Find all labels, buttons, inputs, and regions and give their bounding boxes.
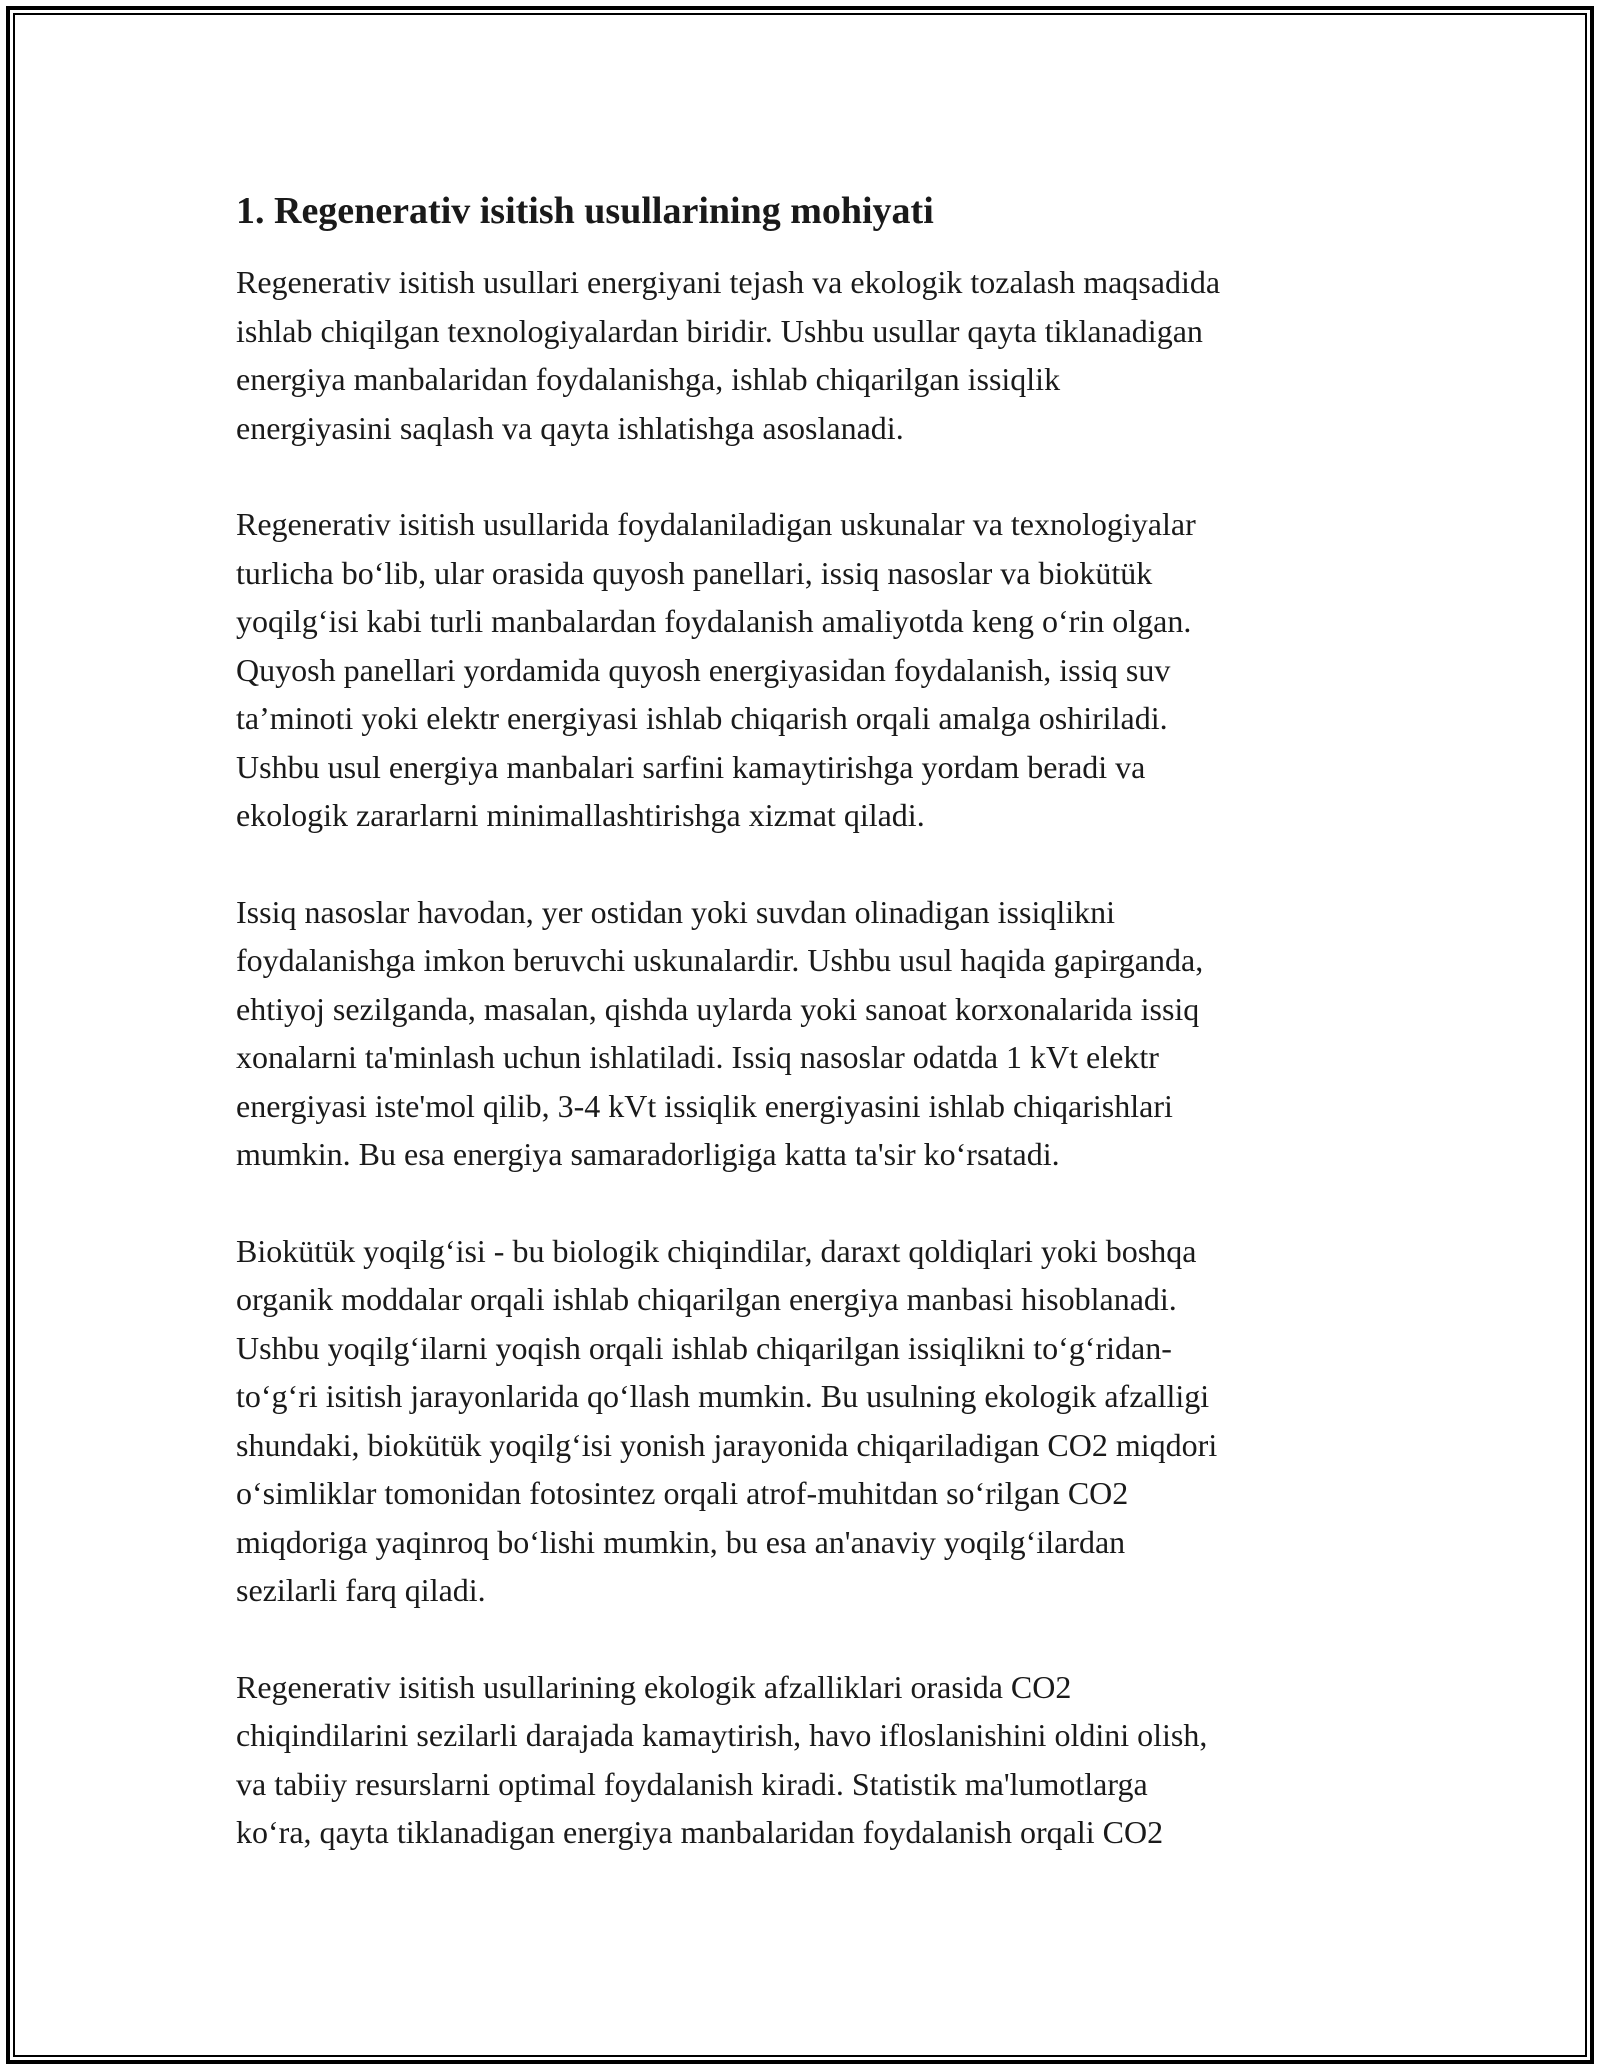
paragraph-4 — [236, 1227, 1386, 1615]
text-line: to‘g‘ri isitish jarayonlarida qo‘llash mumkin. Bu usulning ekologik afzalligi — [236, 1378, 1210, 1414]
text-line: organik moddalar orqali ishlab chiqarilgan energiya manbasi hisoblanadi. — [236, 1281, 1177, 1317]
text-line: turlicha bo‘lib, ular orasida quyosh panellari, issiq nasoslar va biokütük — [236, 554, 1153, 591]
text-line: Regenerativ isitish usullarida foydalaniladigan uskunalar va texnologiyalar — [236, 506, 1196, 542]
text-line: ko‘ra, qayta tiklanadigan energiya manbalaridan foydalanish orqali CO2 — [236, 1814, 1164, 1850]
text-line: miqdoriga yaqinroq bo‘lishi mumkin, bu esa an'anaviy yoqilg‘ilardan — [236, 1523, 1126, 1560]
text-line: ta’minoti yoki elektr energiyasi ishlab chiqarish orqali amalga oshiriladi. — [236, 700, 1168, 736]
text-line: Issiq nasoslar havodan, yer ostidan yoki suvdan olinadigan issiqlikni — [236, 893, 1115, 930]
section-heading: 1. Regenerativ isitish usullarining mohiyati — [236, 190, 934, 232]
text-line: va tabiiy resurslarni optimal foydalanish kiradi. Statistik ma'lumotlarga — [236, 1765, 1148, 1802]
text-line: Regenerativ isitish usullarining ekologik afzalliklari orasida CO2 — [236, 1668, 1072, 1705]
paragraph-5 — [236, 1663, 1386, 1857]
document-body — [236, 186, 1386, 1905]
text-line: o‘simliklar tomonidan fotosintez orqali atrof-muhitdan so‘rilgan CO2 — [236, 1475, 1129, 1511]
text-line: energiya manbalaridan foydalanishga, ishlab chiqarilgan issiqlik — [236, 361, 1061, 397]
text-line: yoqilg‘isi kabi turli manbalardan foydalanish amaliyotda keng o‘rin olgan. — [236, 603, 1192, 639]
text-line: ekologik zararlarni minimallashtirishga xizmat qiladi. — [236, 797, 925, 833]
text-line: foydalanishga imkon beruvchi uskunalardir. Ushbu usul haqida gapirganda, — [236, 942, 1204, 978]
text-line: Ushbu yoqilg‘ilarni yoqish orqali ishlab chiqarilgan issiqlikni to‘g‘ridan- — [236, 1329, 1172, 1366]
text-line: xonalarni ta'minlash uchun ishlatiladi. Issiq nasoslar odatda 1 kVt elektr — [236, 1039, 1159, 1075]
text-line: chiqindilarini sezilarli darajada kamaytirish, havo ifloslanishini oldini olish, — [236, 1717, 1208, 1753]
text-line: Quyosh panellari yordamida quyosh energiyasidan foydalanish, issiq suv — [236, 651, 1171, 688]
paragraph-1 — [236, 258, 1386, 452]
text-line: Biokütük yoqilg‘isi - bu biologik chiqindilar, daraxt qoldiqlari yoki boshqa — [236, 1232, 1197, 1269]
text-line: energiyasini saqlash va qayta ishlatishga asoslanadi. — [236, 409, 904, 446]
text-line: Ushbu usul energiya manbalari sarfini kamaytirishga yordam beradi va — [236, 748, 1146, 785]
text-line: ishlab chiqilgan texnologiyalardan biridir. Ushbu usullar qayta tiklanadigan — [236, 312, 1203, 349]
paragraph-3 — [236, 888, 1386, 1179]
text-line: mumkin. Bu esa energiya samaradorligiga katta ta'sir ko‘rsatadi. — [236, 1136, 1060, 1172]
text-line: Regenerativ isitish usullari energiyani tejash va ekologik tozalash maqsadida — [236, 264, 1221, 300]
text-line: shundaki, biokütük yoqilg‘isi yonish jarayonida chiqariladigan CO2 miqdori — [236, 1426, 1218, 1463]
text-line: ehtiyoj sezilganda, masalan, qishda uylarda yoki sanoat korxonalarida issiq — [236, 990, 1200, 1027]
text-line: energiyasi iste'mol qilib, 3-4 kVt issiqlik energiyasini ishlab chiqarishlari — [236, 1087, 1173, 1124]
text-line: sezilarli farq qiladi. — [236, 1572, 486, 1608]
paragraph-2 — [236, 500, 1386, 840]
